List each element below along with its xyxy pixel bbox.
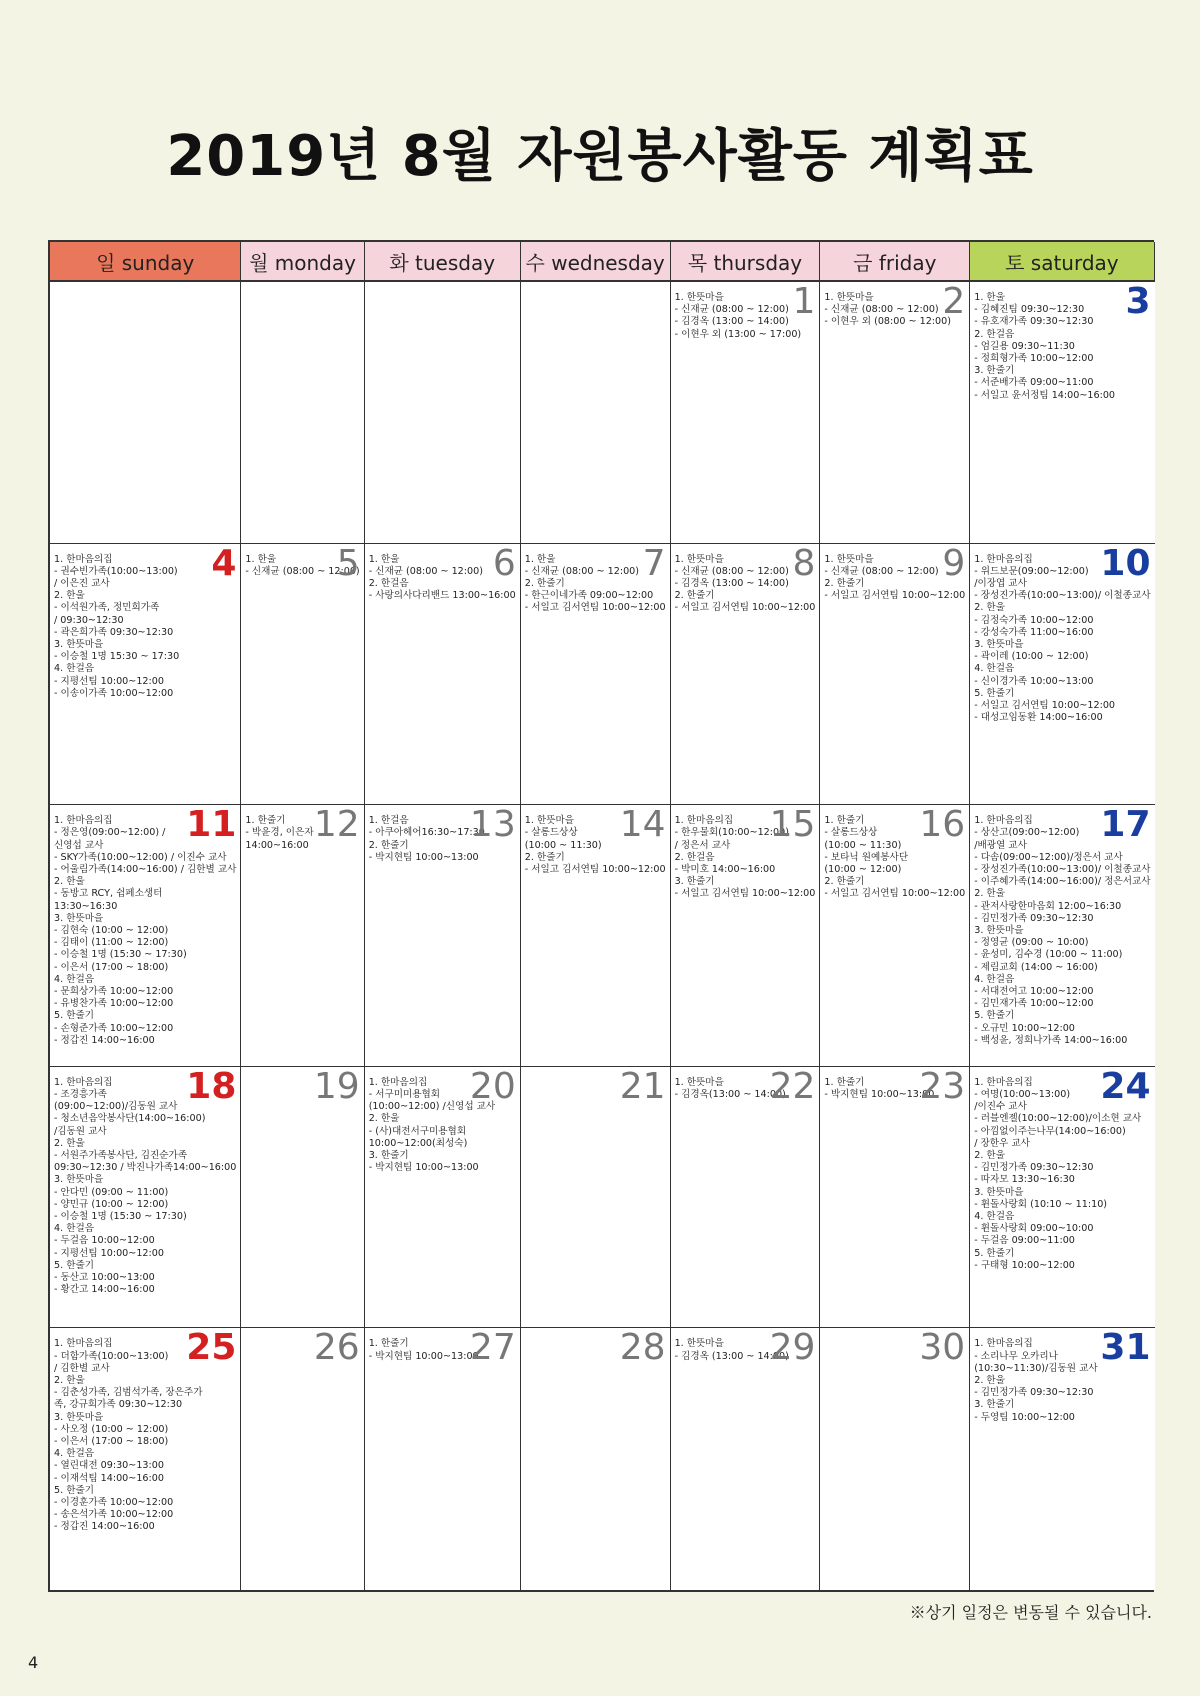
activity-line: - 박윤경, 이은자 — [245, 827, 314, 839]
activity-line: - 정영균 (09:00 ~ 10:00) — [974, 937, 1089, 949]
day-number: 12 — [313, 804, 360, 846]
activity-line: - 제림교회 (14:00 ~ 16:00) — [974, 961, 1098, 973]
activity-line: - 지평선팀 10:00~12:00 — [54, 675, 164, 687]
day-number: 9 — [942, 542, 966, 584]
activity-line: 3. 한줄기 — [674, 876, 715, 888]
activity-line: (10:30~11:30)/김동원 교사 — [974, 1362, 1098, 1374]
activity-line: 09:30~12:30 / 박진나가족14:00~16:00 — [54, 1162, 237, 1174]
activity-line: 4. 한걸음 — [54, 1448, 95, 1460]
activity-line: - 휜돌사랑회 (10:10 ~ 11:10) — [974, 1198, 1108, 1210]
activity-line: - 이승철 1명 (15:30 ~ 17:30) — [54, 1211, 187, 1223]
activity-line: 13:30~16:30 — [54, 900, 118, 912]
activity-line: 2. 한울 — [54, 1375, 85, 1386]
activity-line: 1. 한뜻마을 — [824, 553, 874, 565]
activity-line: - 김민정가족 09:30~12:30 — [974, 912, 1094, 924]
activity-line: /이진수 교사 — [974, 1101, 1027, 1113]
activity-line: - 정희형가족 10:00~12:00 — [974, 353, 1094, 365]
activity-line: 1. 한줄기 — [245, 815, 286, 827]
activity-line: 1. 한줄기 — [824, 1076, 865, 1088]
day-cell — [50, 544, 241, 806]
activity-line: - 따자모 13:30~16:30 — [974, 1174, 1075, 1186]
activity-line: - 관저사랑한마음회 12:00~16:30 — [974, 900, 1122, 912]
day-number: 20 — [469, 1065, 516, 1107]
activity-list — [974, 815, 1150, 1047]
activity-line: - 박지현팀 10:00~13:00 — [368, 851, 479, 863]
activity-line: - 여명(10:00~13:00) — [974, 1089, 1071, 1100]
activity-line: - 이현우 외 (13:00 ~ 17:00) — [674, 328, 802, 340]
activity-line: - 신재균 (08:00 ~ 12:00) — [674, 304, 789, 316]
day-cell — [671, 805, 821, 1067]
activity-line: - 박지현팀 10:00~13:00 — [368, 1162, 479, 1174]
day-cell — [820, 544, 970, 806]
activity-line: - 서원주가족봉사단, 김진순가족 — [54, 1150, 188, 1162]
day-number: 5 — [336, 542, 360, 584]
activity-list — [54, 815, 236, 1047]
activity-line: 5. 한줄기 — [974, 1247, 1015, 1259]
day-number: 10 — [1100, 542, 1151, 584]
activity-line: - 이승철 1명 (15:30 ~ 17:30) — [54, 949, 187, 961]
activity-line: 1. 한뜻마을 — [674, 553, 724, 565]
activity-line: - 유호재가족 09:30~12:30 — [974, 316, 1094, 328]
activity-list — [974, 292, 1150, 402]
activity-line: 14:00~16:00 — [245, 839, 309, 851]
activity-line: - 김춘성가족, 김범석가족, 장은주가 — [54, 1387, 203, 1399]
activity-line: 1. 한울 — [974, 292, 1005, 303]
activity-line: - 황간고 14:00~16:00 — [54, 1284, 155, 1296]
activity-line: 1. 한걸음 — [368, 815, 409, 827]
activity-line: - 이재석팀 14:00~16:00 — [54, 1472, 164, 1484]
activity-line: 1. 한마음의집 — [54, 1338, 113, 1350]
activity-line: 2. 한울 — [974, 1375, 1005, 1386]
activity-line: 4. 한걸음 — [54, 973, 95, 985]
activity-line: 2. 한줄기 — [524, 851, 565, 863]
activity-line: 1. 한뜻마을 — [674, 292, 724, 303]
activity-line: 2. 한걸음 — [674, 851, 715, 863]
day-number: 3 — [1125, 281, 1151, 322]
day-cell — [241, 544, 364, 806]
activity-line: / 장한우 교사 — [974, 1137, 1030, 1149]
activity-line: 1. 한뜻마을 — [824, 292, 874, 303]
activity-line: - 이석원가족, 정민희가족 — [54, 602, 160, 614]
day-number: 18 — [186, 1065, 237, 1107]
activity-line: - 김민재가족 10:00~12:00 — [974, 998, 1094, 1010]
activity-line: 2. 한울 — [974, 888, 1005, 900]
activity-line: - 대성고임동환 14:00~16:00 — [974, 712, 1103, 724]
day-cell — [820, 1328, 970, 1590]
day-cell — [241, 1067, 364, 1329]
weekday-header: 일 sunday — [50, 242, 241, 282]
activity-line: - 김경옥(13:00 ~ 14:00) — [674, 1089, 786, 1100]
activity-list — [54, 554, 236, 700]
activity-line: (10:00~12:00) /신영섭 교사 — [368, 1101, 496, 1113]
activity-line: - 신이경가족 10:00~13:00 — [974, 675, 1094, 687]
activity-line: - 엄길용 09:30~11:30 — [974, 340, 1075, 352]
activity-line: - 두영팀 10:00~12:00 — [974, 1411, 1075, 1423]
activity-line: - 김경옥 (13:00 ~ 14:00) — [674, 578, 789, 589]
activity-line: - 정갑진 14:00~16:00 — [54, 1521, 155, 1533]
activity-line: - 어울림가족(14:00~16:00) / 김한별 교사 — [54, 864, 237, 875]
activity-line: 5. 한줄기 — [54, 1010, 95, 1022]
activity-line: 2. 한울 — [54, 876, 85, 888]
activity-line: - 신재균 (08:00 ~ 12:00) — [824, 565, 939, 577]
weekday-header: 토 saturday — [970, 242, 1154, 282]
activity-line: 2. 한걸음 — [368, 578, 409, 589]
day-number: 16 — [919, 804, 966, 846]
activity-line: 4. 한걸음 — [974, 973, 1015, 985]
calendar-grid — [48, 240, 1154, 1592]
day-number: 2 — [942, 281, 966, 322]
activity-line: - 두걸음 10:00~12:00 — [54, 1235, 155, 1247]
weekday-header: 수 wednesday — [521, 242, 671, 282]
day-cell — [521, 282, 671, 544]
activity-line: 족, 강규희가족 09:30~12:30 — [54, 1399, 183, 1411]
day-cell — [521, 1328, 671, 1590]
day-number: 25 — [186, 1327, 237, 1369]
activity-line: 1. 한울 — [524, 553, 556, 565]
activity-line: 1. 한뜻마을 — [674, 1338, 724, 1350]
activity-line: - 한근이네가족 09:00~12:00 — [524, 590, 654, 602]
day-cell — [820, 1067, 970, 1329]
day-number: 13 — [469, 804, 516, 846]
activity-line: 1. 한울 — [368, 553, 400, 565]
activity-line: - 장성진가족(10:00~13:00)/ 이철종교사 — [974, 590, 1151, 602]
day-number: 19 — [313, 1065, 360, 1107]
activity-line: - 신재균 (08:00 ~ 12:00) — [674, 565, 789, 577]
activity-line: / 정은서 교사 — [674, 839, 731, 851]
activity-line: 1. 한마음의집 — [974, 553, 1033, 565]
day-number: 14 — [619, 804, 666, 846]
activity-line: - 이승철 1명 15:30 ~ 17:30 — [54, 651, 180, 663]
activity-line: - 박지현팀 10:00~13:00 — [368, 1350, 479, 1362]
activity-line: - 곽이레 (10:00 ~ 12:00) — [974, 651, 1089, 663]
activity-line: - 보타닉 원예봉사단 — [824, 851, 909, 863]
day-number: 29 — [769, 1327, 816, 1369]
day-cell — [671, 282, 821, 544]
day-number: 11 — [186, 804, 237, 846]
weekday-header: 금 friday — [820, 242, 970, 282]
activity-line: - 박지현팀 10:00~13:00 — [824, 1089, 935, 1100]
activity-line: - 아쿠아헤어16:30~17:30 — [368, 827, 485, 839]
day-cell — [241, 1328, 364, 1590]
activity-list — [54, 1077, 236, 1297]
day-cell — [970, 805, 1154, 1067]
activity-line: - 서일고 김서연팀 10:00~12:00 — [524, 864, 666, 875]
weekday-header: 목 thursday — [671, 242, 821, 282]
activity-line: 4. 한걸음 — [974, 663, 1015, 675]
activity-line: - 한우물회(10:00~12:00) — [674, 827, 789, 839]
activity-line: - 이송이가족 10:00~12:00 — [54, 687, 174, 699]
activity-line: /이장엽 교사 — [974, 578, 1027, 589]
activity-line: 3. 한뜻마을 — [54, 1411, 104, 1423]
activity-line: 3. 한뜻마을 — [974, 639, 1024, 651]
activity-line: - 서일고 김서연팀 10:00~12:00 — [824, 590, 966, 602]
activity-line: - 신재균 (08:00 ~ 12:00) — [824, 304, 939, 316]
activity-line: 5. 한줄기 — [974, 1010, 1015, 1022]
day-cell — [671, 1067, 821, 1329]
activity-line: - 손형준가족 10:00~12:00 — [54, 1022, 174, 1034]
day-number: 22 — [769, 1065, 816, 1107]
day-number: 1 — [792, 281, 816, 322]
day-cell — [671, 544, 821, 806]
activity-line: - 서일고 김서연팀 10:00~12:00 — [974, 700, 1116, 712]
activity-line: - 서일고 김서연팀 10:00~12:00 — [674, 888, 816, 900]
activity-line: - 이은서 (17:00 ~ 18:00) — [54, 961, 169, 973]
day-cell — [365, 544, 521, 806]
activity-line: 10:00~12:00(최성숙) — [368, 1137, 468, 1149]
activity-line: (09:00~12:00)/김동원 교사 — [54, 1101, 178, 1113]
activity-line: 2. 한울 — [974, 602, 1005, 614]
day-number: 4 — [211, 542, 237, 584]
activity-line: - 서준배가족 09:00~11:00 — [974, 377, 1094, 389]
activity-line: - 박미호 14:00~16:00 — [674, 864, 776, 875]
activity-line: (10:00 ~ 11:30) — [524, 839, 602, 851]
activity-line: - 이은서 (17:00 ~ 18:00) — [54, 1436, 169, 1448]
day-number: 26 — [313, 1327, 360, 1369]
activity-line: - 소리나무 오카리나 — [974, 1350, 1058, 1362]
activity-line: 4. 한걸음 — [974, 1211, 1015, 1223]
day-cell — [970, 1328, 1154, 1590]
weekday-header: 화 tuesday — [365, 242, 521, 282]
activity-line: - 김정숙가족 10:00~12:00 — [974, 614, 1094, 626]
day-cell — [521, 1067, 671, 1329]
activity-line: - 휜돌사랑회 09:00~10:00 — [974, 1223, 1094, 1235]
activity-line: - SKY가족(10:00~12:00) / 이진수 교사 — [54, 851, 227, 863]
activity-line: 2. 한줄기 — [824, 578, 865, 589]
activity-line: 3. 한뜻마을 — [54, 912, 104, 924]
activity-line: - 사랑의사다리밴드 13:00~16:00 — [368, 590, 516, 602]
day-cell — [365, 1328, 521, 1590]
activity-line: - 이주혜가족(14:00~16:00)/ 정은서교사 — [974, 876, 1151, 888]
activity-line: - 안다민 (09:00 ~ 11:00) — [54, 1186, 169, 1198]
activity-line: 2. 한울 — [974, 1150, 1005, 1162]
activity-line: - 구태형 10:00~12:00 — [974, 1259, 1075, 1271]
activity-line: 신영섭 교사 — [54, 839, 104, 851]
activity-line: - 더함가족(10:00~13:00) — [54, 1350, 169, 1362]
activity-line: /배광열 교사 — [974, 839, 1027, 851]
activity-line: - 신재균 (08:00 ~ 12:00) — [524, 565, 640, 577]
activity-line: - 지평선팀 10:00~12:00 — [54, 1247, 164, 1259]
day-cell — [365, 805, 521, 1067]
day-number: 15 — [769, 804, 816, 846]
activity-line: / 이은진 교사 — [54, 578, 110, 589]
day-cell — [50, 805, 241, 1067]
activity-line: 3. 한줄기 — [368, 1150, 409, 1162]
activity-line: /김동원 교사 — [54, 1125, 107, 1137]
day-cell — [970, 1067, 1154, 1329]
day-number: 23 — [919, 1065, 966, 1107]
activity-line: - 유병찬가족 10:00~12:00 — [54, 998, 174, 1010]
activity-line: 4. 한걸음 — [54, 663, 95, 675]
activity-line: - 아낌없이주는나무(14:00~16:00) — [974, 1125, 1126, 1137]
activity-line: 2. 한줄기 — [368, 839, 409, 851]
activity-line: - 두걸음 09:00~11:00 — [974, 1235, 1075, 1247]
activity-line: - 다솜(09:00~12:00)/정은서 교사 — [974, 851, 1123, 863]
activity-line: 2. 한줄기 — [824, 876, 865, 888]
day-number: 21 — [619, 1065, 666, 1107]
day-number: 31 — [1100, 1327, 1151, 1369]
activity-line: 5. 한줄기 — [54, 1259, 95, 1271]
activity-line: - 신재균 (08:00 ~ 12:00) — [245, 565, 360, 577]
activity-line: - 서일고 윤서정팀 14:00~16:00 — [974, 389, 1116, 401]
day-cell — [241, 282, 364, 544]
activity-line: - 이경훈가족 10:00~12:00 — [54, 1497, 174, 1509]
activity-line: - 신재균 (08:00 ~ 12:00) — [368, 565, 483, 577]
activity-line: 1. 한마음의집 — [974, 1338, 1033, 1350]
activity-line: 1. 한마음의집 — [974, 815, 1033, 827]
activity-line: - 서대전여고 10:00~12:00 — [974, 986, 1094, 998]
activity-line: - 김민정가족 09:30~12:30 — [974, 1162, 1094, 1174]
page-number: 4 — [28, 1653, 39, 1672]
activity-line: / 09:30~12:30 — [54, 614, 124, 626]
activity-line: - 동산고 10:00~13:00 — [54, 1272, 155, 1284]
activity-line: 1. 한뜻마을 — [674, 1076, 724, 1088]
day-number: 24 — [1100, 1065, 1151, 1107]
day-cell — [820, 282, 970, 544]
activity-line: 1. 한마음의집 — [54, 553, 113, 565]
activity-line: - 서일고 김서연팀 10:00~12:00 — [824, 888, 966, 900]
day-cell — [671, 1328, 821, 1590]
day-number: 30 — [919, 1327, 966, 1369]
activity-line: 4. 한걸음 — [54, 1223, 95, 1235]
day-number: 7 — [642, 542, 666, 584]
activity-line: - 오규민 10:00~12:00 — [974, 1022, 1075, 1034]
activity-line: 3. 한뜻마을 — [54, 639, 104, 651]
activity-line: - 정갑진 14:00~16:00 — [54, 1034, 155, 1046]
activity-line: 3. 한뜻마을 — [54, 1174, 104, 1186]
activity-line: - 강성숙가족 11:00~16:00 — [974, 626, 1094, 638]
day-number: 27 — [469, 1327, 516, 1369]
day-cell — [50, 282, 241, 544]
activity-line: 3. 한뜻마을 — [974, 925, 1024, 937]
activity-line: 2. 한줄기 — [524, 578, 565, 589]
activity-line: - 서일고 김서연팀 10:00~12:00 — [524, 602, 666, 614]
activity-line: (10:00 ~ 11:30) — [824, 839, 902, 851]
activity-line: - 동방고 RCY, 쉼페소생터 — [54, 888, 163, 900]
weekday-header: 월 monday — [241, 242, 364, 282]
day-number: 8 — [792, 542, 816, 584]
day-cell — [365, 282, 521, 544]
day-number: 28 — [619, 1327, 666, 1369]
activity-line: 1. 한뜻마을 — [524, 815, 575, 827]
activity-line: - 김민정가족 09:30~12:30 — [974, 1387, 1094, 1399]
activity-line: 2. 한줄기 — [674, 590, 715, 602]
activity-line: - 러블엔젤(10:00~12:00)/이소현 교사 — [974, 1113, 1142, 1125]
day-number: 6 — [492, 542, 516, 584]
day-cell — [521, 805, 671, 1067]
day-cell — [820, 805, 970, 1067]
activity-line: - 장성진가족(10:00~13:00)/ 이철종교사 — [974, 864, 1151, 875]
activity-line: - 위드보문(09:00~12:00) — [974, 565, 1089, 577]
activity-line: - 열린대전 09:30~13:00 — [54, 1460, 164, 1472]
activity-line: - 김현숙 (10:00 ~ 12:00) — [54, 925, 169, 937]
activity-line: - 상산고(09:00~12:00) — [974, 827, 1080, 839]
activity-line: - 권수빈가족(10:00~13:00) — [54, 565, 178, 577]
schedule-change-note: ※상기 일정은 변동될 수 있습니다. — [909, 1603, 1152, 1622]
activity-line: - 백성윤, 정희나가족 14:00~16:00 — [974, 1034, 1128, 1046]
activity-line: - 서구미미용협회 — [368, 1089, 441, 1100]
activity-line: 5. 한줄기 — [54, 1484, 95, 1496]
activity-line: - 서일고 김서연팀 10:00~12:00 — [674, 602, 816, 614]
activity-line: 3. 한뜻마을 — [974, 1186, 1024, 1198]
activity-line: - (사)대전서구미용협회 — [368, 1125, 467, 1137]
activity-line: - 김경옥 (13:00 ~ 14:00) — [674, 1350, 789, 1362]
activity-line: - 문희상가족 10:00~12:00 — [54, 986, 174, 998]
day-cell — [50, 1067, 241, 1329]
activity-line: 2. 한울 — [54, 1137, 85, 1149]
day-cell — [241, 805, 364, 1067]
activity-line: 3. 한줄기 — [974, 365, 1015, 377]
activity-line: 2. 한걸음 — [974, 328, 1015, 340]
activity-line: - 정은영(09:00~12:00) / — [54, 827, 166, 839]
activity-line: - 사오정 (10:00 ~ 12:00) — [54, 1423, 169, 1435]
activity-line: 1. 한줄기 — [824, 815, 865, 827]
day-number: 17 — [1100, 804, 1151, 846]
activity-line: - 살롱드상상 — [824, 827, 878, 839]
day-cell — [970, 282, 1154, 544]
day-cell — [970, 544, 1154, 806]
activity-line: - 양민규 (10:00 ~ 12:00) — [54, 1198, 169, 1210]
activity-line: - 김혜진팀 09:30~12:30 — [974, 304, 1085, 316]
activity-line: 3. 한줄기 — [974, 1399, 1015, 1411]
activity-line: - 김경옥 (13:00 ~ 14:00) — [674, 316, 789, 328]
day-cell — [50, 1328, 241, 1590]
activity-line: 5. 한줄기 — [974, 687, 1015, 699]
activity-line: 1. 한울 — [245, 553, 277, 565]
page-title: 2019년 8월 자원봉사활동 계획표 — [166, 124, 1034, 189]
activity-line: - 송은석가족 10:00~12:00 — [54, 1509, 174, 1521]
activity-line: 1. 한마음의집 — [54, 815, 113, 827]
activity-line: 1. 한마음의집 — [368, 1076, 428, 1088]
activity-line: 2. 한울 — [368, 1113, 400, 1125]
day-cell — [365, 1067, 521, 1329]
activity-line: 1. 한마음의집 — [974, 1076, 1033, 1088]
activity-line: - 조경흥가족 — [54, 1089, 107, 1100]
activity-line: - 살롱드상상 — [524, 827, 578, 839]
activity-line: 2. 한울 — [54, 590, 85, 602]
activity-line: - 김태이 (11:00 ~ 12:00) — [54, 937, 169, 949]
activity-line: - 이현우 외 (08:00 ~ 12:00) — [824, 316, 951, 328]
activity-line: 1. 한줄기 — [368, 1338, 409, 1350]
activity-line: - 윤성미, 김수경 (10:00 ~ 11:00) — [974, 949, 1123, 961]
activity-line: 1. 한마음의집 — [54, 1076, 113, 1088]
activity-line: (10:00 ~ 12:00) — [824, 864, 902, 875]
activity-line: / 김한별 교사 — [54, 1362, 110, 1374]
activity-line: - 곽은희가족 09:30~12:30 — [54, 626, 174, 638]
activity-line: - 청소년음악봉사단(14:00~16:00) — [54, 1113, 206, 1125]
day-cell — [521, 544, 671, 806]
activity-line: 1. 한마음의집 — [674, 815, 734, 827]
